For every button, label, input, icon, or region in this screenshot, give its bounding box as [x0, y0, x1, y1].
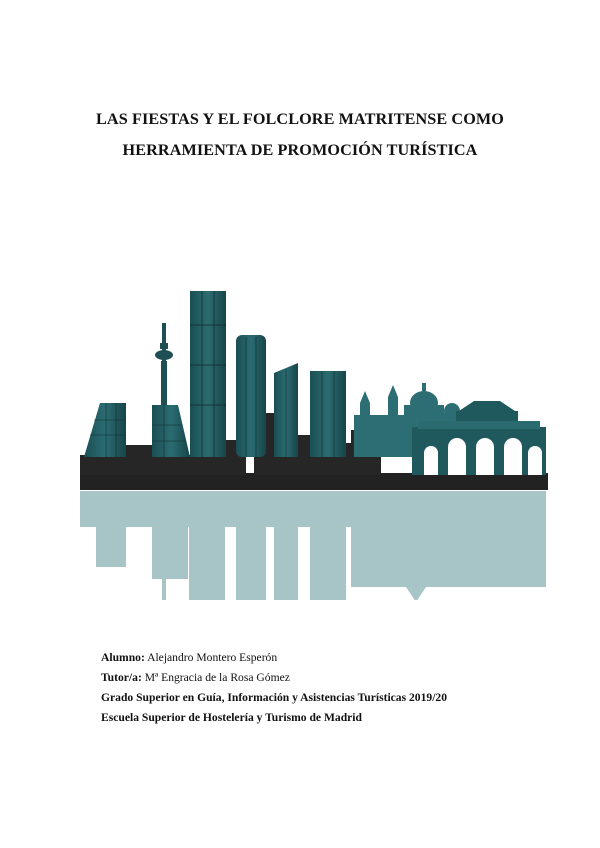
degree-line: Grado Superior en Guía, Información y Asistencias Turísticas 2019/20 — [101, 691, 448, 704]
tutor-name: Mª Engracia de la Rosa Gómez — [144, 671, 290, 684]
author-label: Alumno: — [101, 651, 145, 664]
tutor-label: Tutor/a: — [101, 671, 142, 684]
tutor-row — [101, 668, 561, 688]
document-title — [40, 104, 560, 166]
torre-espacio — [310, 371, 346, 457]
skyline-reflection — [80, 491, 546, 600]
title-line-2: HERRAMIENTA DE PROMOCIÓN TURÍSTICA — [122, 141, 478, 159]
madrid-skyline-illustration — [76, 285, 552, 600]
torre-pwc — [236, 335, 266, 457]
author-row — [101, 648, 561, 668]
kio-tower-left — [84, 403, 126, 457]
torre-cepsa — [190, 291, 226, 457]
school-line: Escuela Superior de Hostelería y Turismo de Madrid — [101, 711, 362, 724]
author-name: Alejandro Montero Esperón — [147, 651, 278, 664]
skyline-ground — [80, 473, 548, 490]
title-line-1: LAS FIESTAS Y EL FOLCLORE MATRITENSE COMO — [96, 110, 504, 128]
cover-info — [101, 648, 561, 728]
kio-tower-right — [152, 405, 190, 457]
